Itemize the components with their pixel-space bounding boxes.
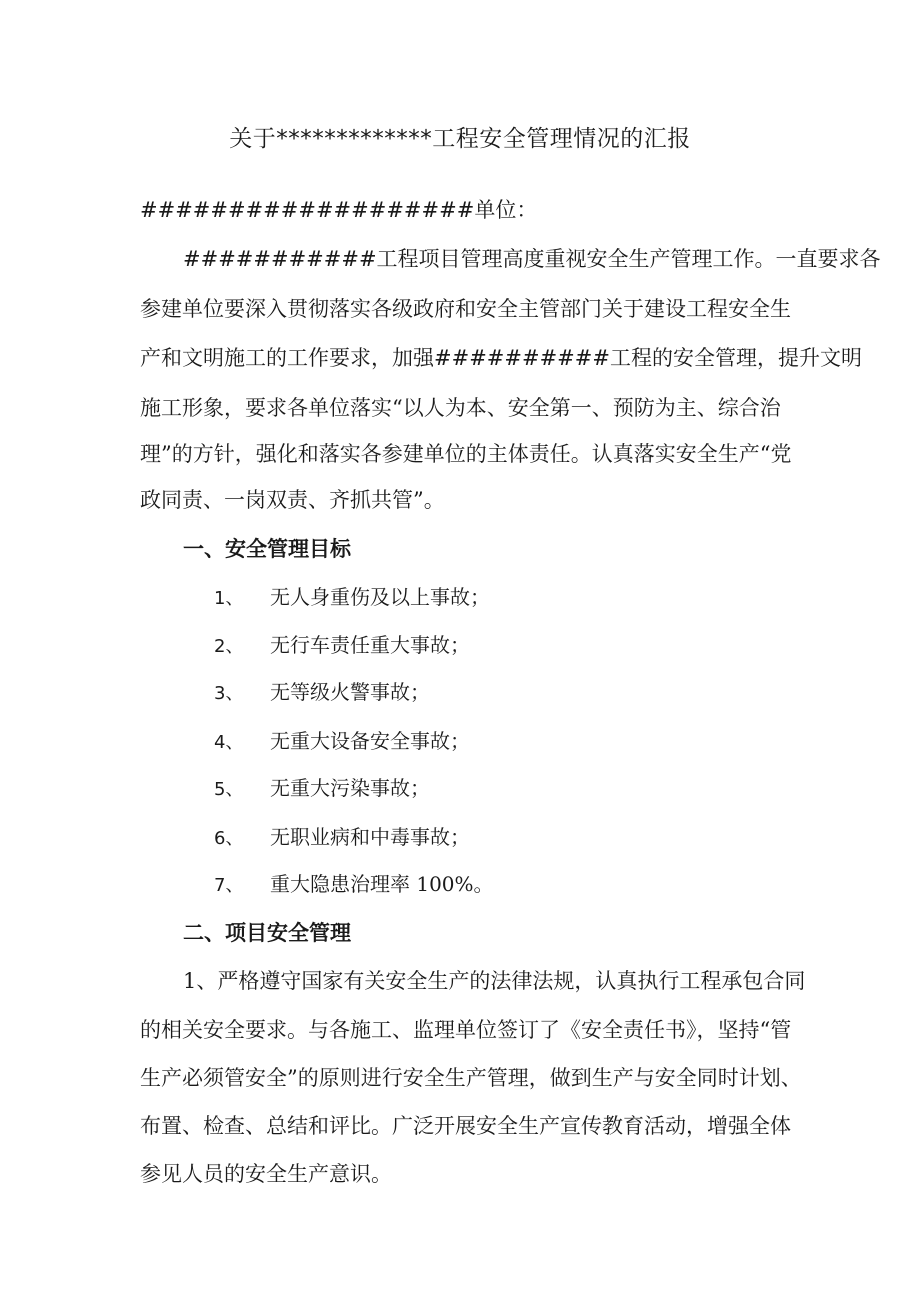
list-item [214,582,490,614]
section2-line-2: 的相关安全要求。与各施工、监理单位签订了《安全责任书》，坚持“管 [140,1018,792,1042]
section1-heading: 一、安全管理目标 [183,536,351,561]
list-item-text: 无重大设备安全事故； [270,729,470,753]
list-item-text: 重大隐患治理率 100%。 [270,872,494,896]
section2-line-3: 生产必须管安全”的原则进行安全生产管理，做到生产与安全同时计划、 [140,1066,802,1090]
list-item-text: 无行车责任重大事故； [270,633,470,657]
list-item-text: 无重大污染事故； [270,776,430,800]
intro-line-5: 理”的方针，强化和落实各参建单位的主体责任。认真落实安全生产“党 [140,442,792,466]
list-item [214,773,430,805]
list-item-text: 无职业病和中毒事故； [270,825,470,849]
section2-line-1: 1、严格遵守国家有关安全生产的法律法规，认真执行工程承包合同 [183,969,806,993]
intro-line-3: 产和文明施工的工作要求，加强##########工程的安全管理，提升文明 [140,346,862,370]
list-item-number: 1、 [214,588,244,609]
list-item-number: 7、 [214,875,244,896]
list-item-number: 4、 [214,732,244,753]
section2-line-4: 布置、检查、总结和评比。广泛开展安全生产宣传教育活动，增强全体 [140,1114,791,1138]
document-title: 关于*************工程安全管理情况的汇报 [229,126,691,152]
list-item-text: 无等级火警事故； [270,680,430,704]
list-item [214,726,470,758]
list-item-text: 无人身重伤及以上事故； [270,585,490,609]
list-item-number: 3、 [214,683,244,704]
section2-heading: 二、项目安全管理 [183,920,351,945]
intro-line-2: 参建单位要深入贯彻落实各级政府和安全主管部门关于建设工程安全生 [140,297,791,321]
list-item [214,630,470,662]
list-item-number: 2、 [214,636,244,657]
intro-line-4: 施工形象，要求各单位落实“以人为本、安全第一、预防为主、综合治 [140,396,781,420]
list-item-number: 6、 [214,828,244,849]
list-item [214,869,494,901]
list-item-number: 5、 [214,779,244,800]
list-item [214,822,470,854]
section2-line-5: 参见人员的安全生产意识。 [140,1162,392,1186]
intro-line-6: 政同责、一岗双责、齐抓共管”。 [140,488,445,512]
salutation: ###################单位： [140,198,538,222]
intro-line-1: ###########工程项目管理高度重视安全生产管理工作。一直要求各 [183,247,881,271]
list-item [214,677,430,709]
